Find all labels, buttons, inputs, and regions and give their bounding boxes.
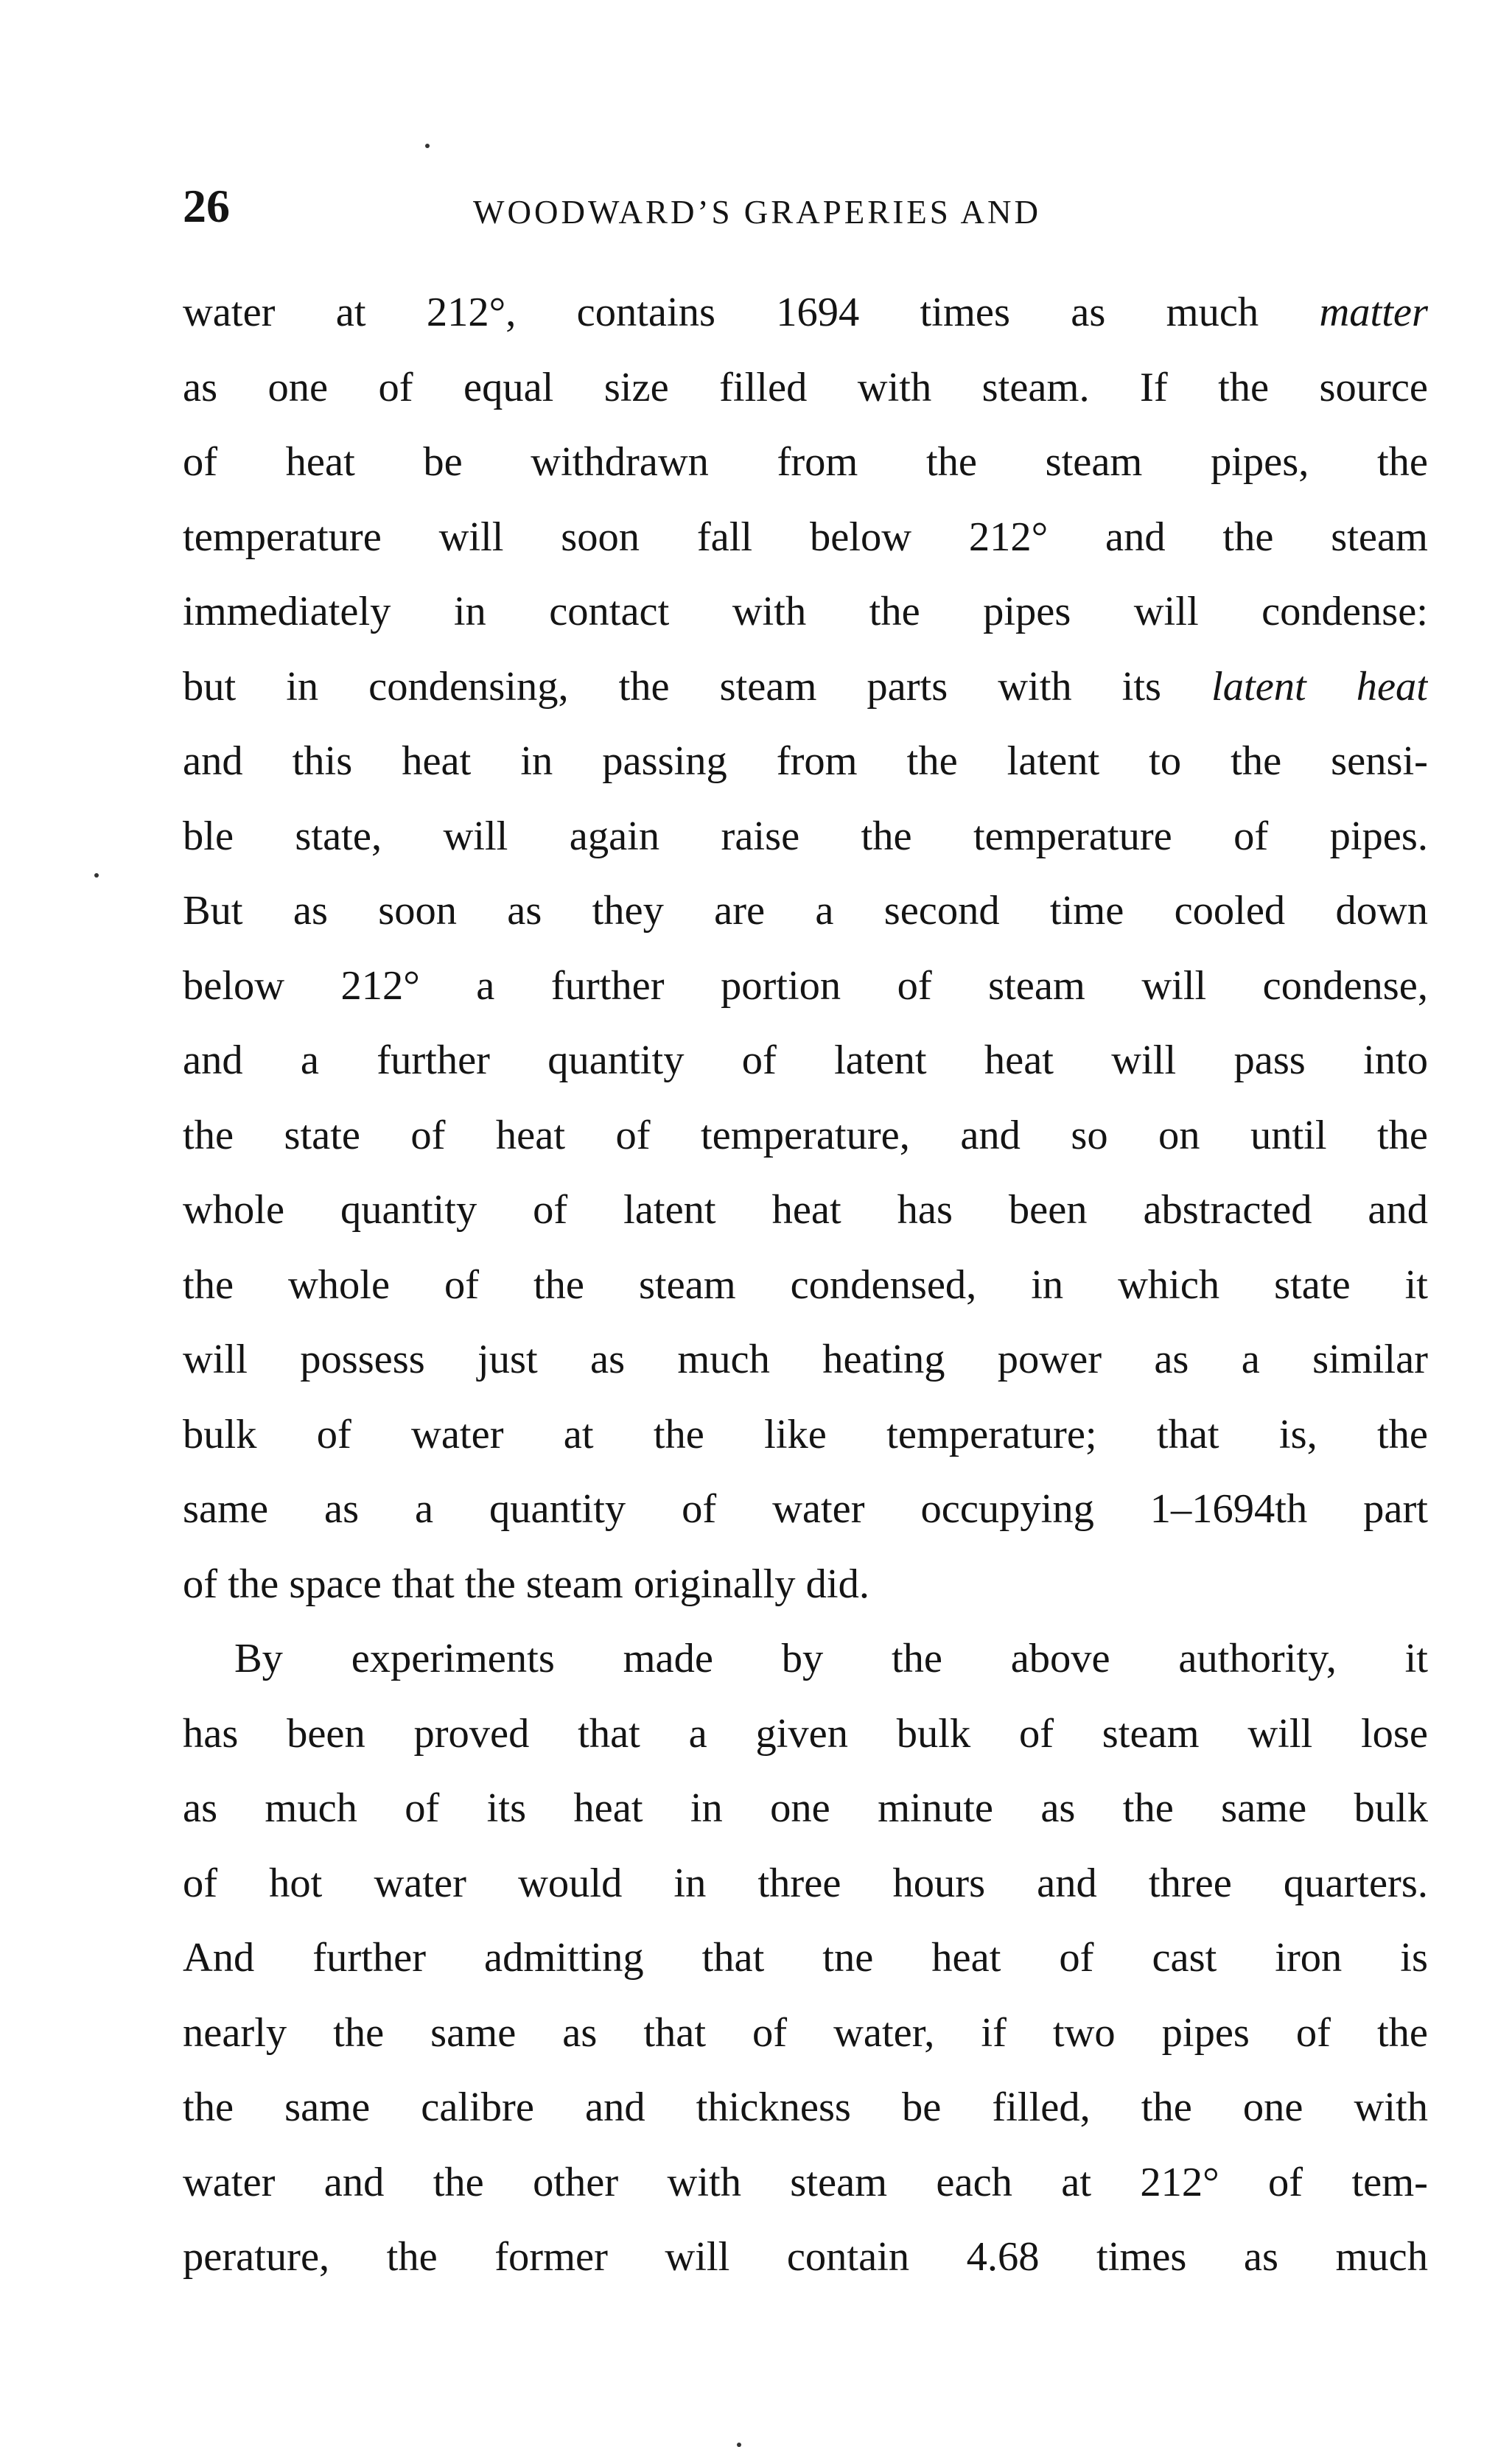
text-line: whole quantity of latent heat has been abstracted and bbox=[183, 1187, 1428, 1233]
text-line: below 212° a further portion of steam will condense, bbox=[183, 962, 1428, 1009]
text-line: ble state, will again raise the temperature of pipes. bbox=[183, 813, 1428, 859]
page-number: 26 bbox=[183, 180, 230, 232]
text-line: the whole of the steam condensed, in which state it bbox=[183, 1261, 1428, 1308]
text-line: as one of equal size filled with steam. If the source bbox=[183, 364, 1428, 410]
text-line: but in condensing, the steam parts with its latent heat bbox=[183, 663, 1428, 710]
running-head: WOODWARD’S GRAPERIES AND bbox=[473, 194, 1042, 231]
text-line: But as soon as they are a second time cooled down bbox=[183, 888, 1428, 934]
text-line: as much of its heat in one minute as the same bulk bbox=[183, 1785, 1428, 1831]
text-line: water at 212°, contains 1694 times as much matter bbox=[183, 290, 1428, 335]
text-line: the state of heat of temperature, and so on until the bbox=[183, 1112, 1428, 1158]
text-line: By experiments made by the above authority, it bbox=[234, 1636, 1428, 1681]
text-line: and a further quantity of latent heat will pass into bbox=[183, 1037, 1428, 1083]
text-line: And further admitting that tne heat of cast iron is bbox=[183, 1935, 1428, 1981]
text-line: temperature will soon fall below 212° and the steam bbox=[183, 514, 1428, 560]
text-line: bulk of water at the like temperature; that is, the bbox=[183, 1411, 1428, 1457]
text-line: water and the other with steam each at 212° of tem- bbox=[183, 2159, 1428, 2205]
print-speck bbox=[425, 144, 430, 148]
text-line: same as a quantity of water occupying 1–1694th part bbox=[183, 1486, 1428, 1532]
text-line: the same calibre and thickness be filled, the one with bbox=[183, 2084, 1428, 2130]
text-line: of hot water would in three hours and three quarters. bbox=[183, 1860, 1428, 1906]
body-text bbox=[183, 276, 1428, 2295]
text-line: has been proved that a given bulk of steam will lose bbox=[183, 1710, 1428, 1757]
text-line: and this heat in passing from the latent to the sensi- bbox=[183, 738, 1428, 784]
text-line: of heat be withdrawn from the steam pipes, the bbox=[183, 439, 1428, 485]
text-line: immediately in contact with the pipes will condense: bbox=[183, 589, 1428, 634]
print-speck bbox=[94, 873, 99, 878]
text-line: will possess just as much heating power as a similar bbox=[183, 1337, 1428, 1382]
text-line: nearly the same as that of water, if two pipes of the bbox=[183, 2009, 1428, 2056]
page-header bbox=[183, 173, 1428, 239]
text-line: of the space that the steam originally did. bbox=[183, 1561, 869, 1607]
text-line: perature, the former will contain 4.68 times as much bbox=[183, 2234, 1428, 2280]
print-speck bbox=[737, 2443, 741, 2447]
